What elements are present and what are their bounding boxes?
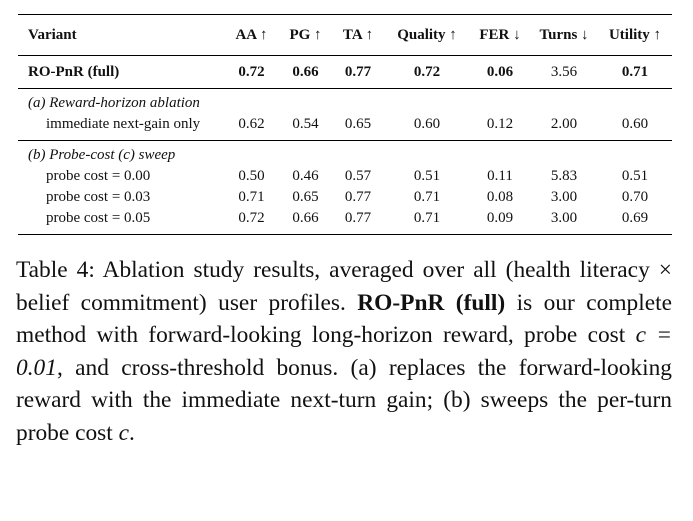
cell-fer: 0.12: [486, 116, 514, 132]
cell-ta: 0.57: [344, 168, 372, 184]
cell-fer: 0.11: [487, 168, 513, 184]
cell-pg: 0.54: [292, 116, 319, 132]
col-header-fer: FER ↓: [479, 26, 521, 43]
col-header-pg: PG ↑: [289, 26, 322, 43]
caption-text-2: is our complete method with forward-looking long-horizon reward, probe cost: [16, 289, 672, 348]
cell-turns: 2.00: [550, 116, 578, 132]
cell-utility: 0.69: [621, 210, 649, 226]
cell-pg: 0.46: [292, 168, 319, 184]
cell-ta: 0.77: [344, 189, 372, 205]
col-header-utility: Utility ↑: [608, 26, 662, 43]
cell-aa: 0.72: [238, 63, 265, 80]
cell-utility: 0.60: [621, 116, 649, 132]
cell-utility: 0.70: [621, 189, 649, 205]
table-row-immediate: [18, 114, 672, 141]
cell-aa: 0.62: [238, 116, 265, 132]
cell-aa: 0.50: [238, 168, 265, 184]
group-title-row-b: [18, 141, 672, 167]
cell-ta: 0.77: [344, 63, 372, 80]
group-title-a: (a) Reward-horizon ablation: [28, 95, 200, 111]
table-row-probe-000: [18, 166, 672, 187]
cell-quality: 0.71: [413, 189, 441, 205]
cell-quality: 0.71: [413, 210, 441, 226]
group-title-row-a: [18, 89, 672, 115]
cell-variant: probe cost = 0.00: [46, 168, 151, 184]
cell-pg: 0.65: [292, 189, 319, 205]
cell-pg: 0.66: [292, 63, 319, 80]
cell-variant: probe cost = 0.03: [46, 189, 151, 205]
col-header-variant: Variant: [28, 26, 77, 43]
table-caption: [16, 254, 672, 449]
cell-ta: 0.77: [344, 210, 372, 226]
cell-quality: 0.60: [413, 116, 441, 132]
ablation-table: [18, 14, 672, 235]
header-row: [18, 15, 672, 56]
cell-aa: 0.71: [238, 189, 265, 205]
results-table-container: [18, 14, 672, 235]
cell-utility: 0.51: [621, 168, 649, 184]
cell-ta: 0.65: [344, 116, 372, 132]
col-header-ta: TA ↑: [342, 26, 374, 43]
table-row-full: [18, 56, 672, 89]
cell-turns: 5.83: [550, 168, 578, 184]
cell-fer: 0.06: [486, 63, 514, 80]
col-header-turns: Turns ↓: [539, 26, 589, 43]
cell-turns: 3.56: [550, 63, 578, 80]
cell-turns: 3.00: [550, 189, 578, 205]
caption-bold-method: RO-PnR (full): [357, 289, 506, 316]
table-row-probe-003: [18, 187, 672, 208]
cell-quality: 0.72: [413, 63, 441, 80]
caption-text-3: , and cross-threshold bonus. (a) replaces the forward-looking reward with the immediate next-turn gain; (b) sweeps the per-turn probe cost: [16, 354, 672, 446]
caption-math-c: c: [118, 419, 130, 446]
col-header-aa: AA ↑: [235, 26, 268, 43]
cell-fer: 0.08: [486, 189, 514, 205]
cell-utility: 0.71: [621, 63, 649, 80]
table-row-probe-005: [18, 208, 672, 235]
cell-variant: RO-PnR (full): [28, 63, 120, 80]
caption-text-4: .: [129, 419, 135, 446]
caption-math-c-value: c = 0.01: [16, 322, 673, 381]
col-header-quality: Quality ↑: [397, 26, 457, 43]
group-title-b: (b) Probe-cost (c) sweep: [28, 147, 176, 163]
cell-variant: probe cost = 0.05: [46, 210, 151, 226]
cell-pg: 0.66: [292, 210, 319, 226]
cell-aa: 0.72: [238, 210, 265, 226]
cell-fer: 0.09: [486, 210, 514, 226]
cell-turns: 3.00: [550, 210, 578, 226]
cell-quality: 0.51: [413, 168, 441, 184]
caption-text-1: Table 4: Ablation study results, averaged over all (health literacy × belief commitment) user profiles.: [16, 257, 672, 316]
cell-variant: immediate next-gain only: [46, 116, 201, 132]
